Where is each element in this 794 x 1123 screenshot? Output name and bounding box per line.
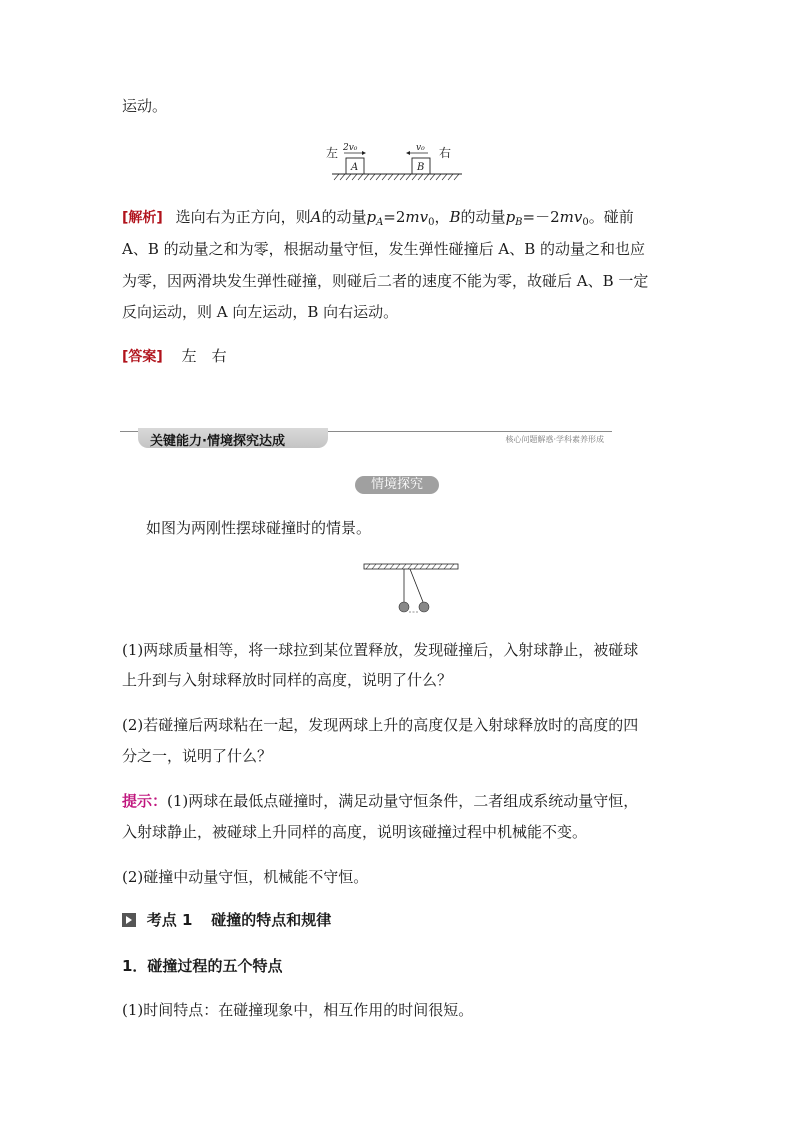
point-1-heading: 1．碰撞过程的五个特点: [122, 957, 283, 975]
play-triangle-icon: [122, 913, 136, 927]
intro-tail: 运动。: [122, 97, 168, 115]
kaodian-heading: [122, 910, 331, 930]
answer-tag: [答案]: [122, 349, 163, 365]
question-1-line-2: 上升到与入射球释放时同样的高度，说明了什么？: [122, 671, 453, 689]
hint-line-2: 入射球静止，被碰球上升同样的高度，说明该碰撞过程中机械能不变。: [122, 823, 588, 841]
question-2-line-2: 分之一，说明了什么？: [122, 747, 273, 765]
analysis-line-1: [解析] 选向右为正方向，则A的动量$p_A=2mv_0$，B的动量$p_B=-2mv_0$。碰前: [122, 208, 634, 228]
fig-right-label: 右: [439, 146, 452, 160]
pendulum-figure: [362, 562, 460, 618]
hint-label: 提示：: [122, 792, 168, 810]
section-subtitle: 核心问题解惑·学科素养形成: [505, 435, 604, 444]
ground-hatch: [334, 174, 459, 180]
answer-text: 左 右: [181, 347, 227, 365]
question-2-line-1: (2)若碰撞后两球粘在一起，发现两球上升的高度仅是入射球释放时的高度的四: [122, 716, 639, 734]
section-title: 关键能力·情境探究达成: [150, 434, 285, 449]
answer-line: [122, 346, 227, 367]
fig-vb-label: v₀: [416, 143, 425, 153]
hint-line-1: 提示：(1)两球在最低点碰撞时，满足动量守恒条件，二者组成系统动量守恒，: [122, 792, 639, 810]
fig-left-label: 左: [326, 146, 339, 160]
ceiling-bar: [364, 564, 458, 569]
string-right: [410, 569, 423, 602]
block-b-label: B: [417, 162, 425, 173]
question-1-line-1: (1)两球质量相等，将一球拉到某位置释放，发现碰撞后，入射球静止，被碰球: [122, 641, 639, 659]
ball-right: [419, 602, 429, 612]
section-header: [120, 428, 612, 450]
scenario-intro: 如图为两刚性摆球碰撞时的情景。: [146, 519, 372, 537]
analysis-line-3: 为零，因两滑块发生弹性碰撞，则碰后二者的速度不能为零，故碰后 A、B 一定: [122, 272, 649, 290]
collision-blocks-figure: [322, 140, 468, 184]
scenario-badge: 情境探究: [355, 476, 439, 494]
block-a-label: A: [351, 162, 359, 173]
kaodian-title: 碰撞的特点和规律: [211, 911, 332, 929]
analysis-tag: [解析]: [122, 210, 163, 226]
point-1-1: (1)时间特点：在碰撞现象中，相互作用的时间很短。: [122, 1001, 474, 1019]
kaodian-label: 考点 1: [146, 911, 193, 929]
hint-line-3: (2)碰撞中动量守恒，机械能不守恒。: [122, 868, 369, 886]
analysis-line-2: A、B 的动量之和为零，根据动量守恒，发生弹性碰撞后 A、B 的动量之和也应: [122, 240, 646, 258]
fig-va-label: 2v₀: [343, 143, 358, 153]
ball-left: [399, 602, 409, 612]
analysis-line-4: 反向运动，则 A 向左运动，B 向右运动。: [122, 303, 399, 321]
